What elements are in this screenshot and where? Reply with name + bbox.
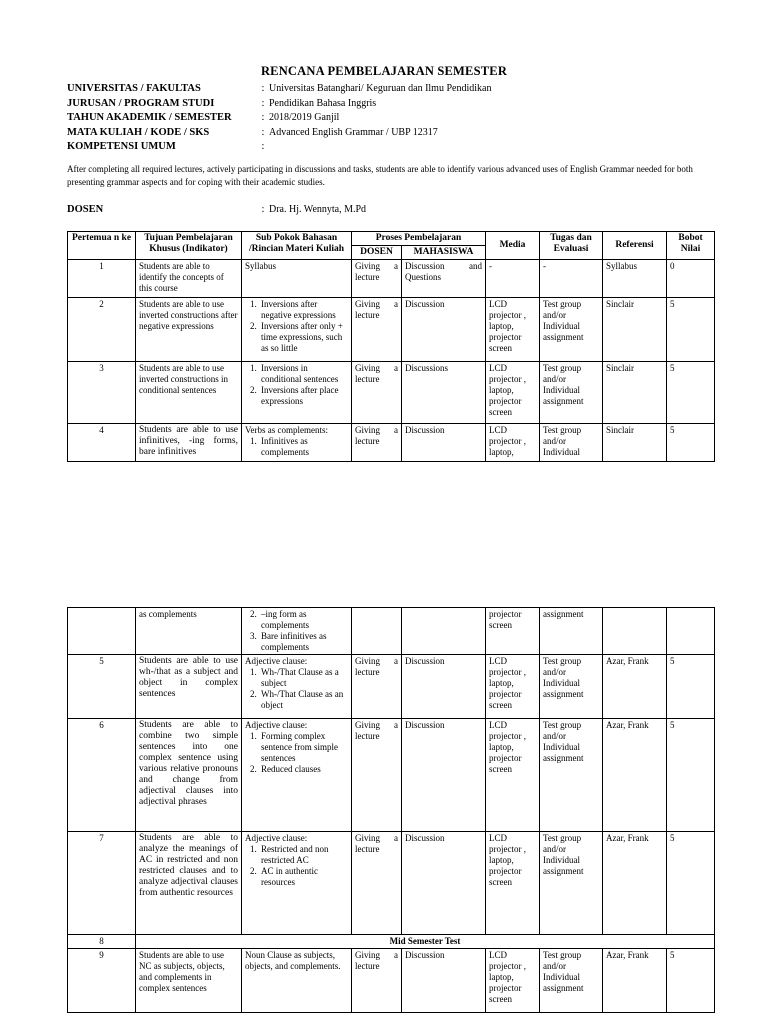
objective-cell: Students are able to combine two simple sentences into one complex sentence using various relative pronouns and change from adjectival clauses into adjectival phrases — [136, 719, 242, 832]
subtopic-intro: Verbs as complements: — [245, 425, 328, 435]
subtopic-cell — [242, 298, 352, 362]
subtopic-item: 2. Inversions after only + time expressions, such as so little — [259, 321, 348, 354]
student-activity: Discussion — [402, 655, 486, 719]
meta-separator: : — [261, 204, 265, 215]
table-row — [68, 655, 715, 719]
meta-key: UNIVERSITAS / FAKULTAS — [67, 83, 201, 94]
lecturer-activity — [352, 608, 402, 655]
objective-cell: Students are able to analyze the meanings of AC in restricted and non restricted clauses and to analyze adjectival clauses from authentic resources — [136, 832, 242, 935]
lecturer-label: DOSEN — [67, 204, 104, 215]
table-row — [68, 260, 715, 298]
weight-cell: 0 — [667, 260, 715, 298]
assessment-cell: - — [540, 260, 603, 298]
objective-cell: as complements — [136, 608, 242, 655]
subtopic-intro: Adjective clause: — [245, 720, 308, 730]
reference-cell: Azar, Frank — [603, 655, 667, 719]
media-cell: projector screen — [486, 608, 540, 655]
meta-separator: : — [261, 83, 265, 94]
media-cell: - — [486, 260, 540, 298]
objective-cell: Students are able to identify the concepts of this course — [136, 260, 242, 298]
lecturer-activity: Giving a lecture — [352, 362, 402, 424]
lecturer-activity: Giving a lecture — [352, 719, 402, 832]
competence-text: After completing all required lectures, actively participating in discussions and tasks, students are able to identify various advanced uses of English Grammar needed for both presenting grammar aspects and for coping with their academic studies. — [67, 164, 693, 187]
course-meta — [67, 82, 491, 155]
student-activity: Discussion — [402, 298, 486, 362]
media-cell: LCD projector , laptop, projector screen — [486, 362, 540, 424]
meeting-number: 2 — [68, 298, 136, 362]
meta-key: JURUSAN / PROGRAM STUDI — [67, 97, 215, 109]
assessment-cell: Test group and/or Individual — [540, 424, 603, 462]
student-activity: Discussion — [402, 949, 486, 1013]
lecturer-activity: Giving a lecture — [352, 832, 402, 935]
col-student: MAHASISWA — [402, 246, 486, 260]
meta-key: KOMPETENSI UMUM — [67, 141, 176, 152]
col-assessment: Tugas dan Evaluasi — [540, 232, 603, 260]
subtopic-cell — [242, 608, 352, 655]
subtopic-cell: Syllabus — [242, 260, 352, 298]
meta-row-academic-year — [67, 111, 491, 126]
assessment-cell: Test group and/or Individual assignment — [540, 719, 603, 832]
media-cell: LCD projector , laptop, projector screen — [486, 949, 540, 1013]
col-meeting: Pertemua n ke — [68, 232, 136, 260]
table-row — [68, 949, 715, 1013]
objective-cell: Students are able to use infinitives, -ing forms, bare infinitives — [136, 424, 242, 462]
meta-value: Pendidikan Bahasa Inggris — [269, 97, 377, 109]
meta-row-university — [67, 82, 491, 97]
objective-cell: Students are able to use NC as subjects, objects, and complements in complex sentences — [136, 949, 242, 1013]
weight-cell: 5 — [667, 832, 715, 935]
subtopic-item: 1. Wh-/That Clause as a subject — [259, 667, 348, 689]
meta-value: Advanced English Grammar / UBP 12317 — [269, 126, 438, 138]
lecturer-name: Dra. Hj. Wennyta, M.Pd — [269, 204, 367, 215]
reference-cell: Sinclair — [603, 298, 667, 362]
reference-cell: Azar, Frank — [603, 719, 667, 832]
meeting-number — [68, 608, 136, 655]
assessment-cell: Test group and/or Individual assignment — [540, 949, 603, 1013]
weight-cell: 5 — [667, 719, 715, 832]
subtopic-item: 1. Infinitives as complements — [259, 436, 348, 458]
weight-cell: 5 — [667, 298, 715, 362]
subtopic-cell — [242, 424, 352, 462]
subtopic-item: 3. Bare infinitives as complements — [259, 631, 348, 653]
col-media: Media — [486, 232, 540, 260]
subtopic-intro: Adjective clause: — [245, 656, 308, 666]
lecturer-row — [67, 204, 366, 215]
student-activity: Discussions — [402, 362, 486, 424]
weight-cell — [667, 608, 715, 655]
assessment-cell: assignment — [540, 608, 603, 655]
meta-value: Universitas Batanghari/ Keguruan dan Ilmu Pendidikan — [269, 83, 492, 94]
assessment-cell: Test group and/or Individual assignment — [540, 298, 603, 362]
col-reference: Referensi — [603, 232, 667, 260]
meta-row-competence — [67, 140, 491, 155]
col-weight: Bobot Nilai — [667, 232, 715, 260]
meta-key: TAHUN AKADEMIK / SEMESTER — [67, 112, 232, 123]
table-row — [68, 362, 715, 424]
subtopic-cell — [242, 832, 352, 935]
rps-table-page-2 — [67, 607, 715, 1013]
subtopic-item: 2. AC in authentic resources — [259, 866, 348, 888]
student-activity: Discussion — [402, 719, 486, 832]
student-activity: Discussion — [402, 832, 486, 935]
header-row — [68, 232, 715, 246]
meeting-number: 8 — [68, 935, 136, 949]
col-subtopic: Sub Pokok Bahasan /Rincian Materi Kuliah — [242, 232, 352, 260]
subtopic-intro: Adjective clause: — [245, 833, 308, 843]
subtopic-item: 1. Inversions in conditional sentences — [259, 363, 348, 385]
reference-cell: Sinclair — [603, 362, 667, 424]
document-title: RENCANA PEMBELAJARAN SEMESTER — [260, 64, 508, 78]
col-lecturer: DOSEN — [352, 246, 402, 260]
meta-separator: : — [261, 141, 265, 152]
student-activity: Discussion and Questions — [402, 260, 486, 298]
meeting-number: 9 — [68, 949, 136, 1013]
meta-separator: : — [261, 97, 265, 109]
lecturer-activity: Giving a lecture — [352, 424, 402, 462]
table-row — [68, 719, 715, 832]
subtopic-cell — [242, 655, 352, 719]
weight-cell: 5 — [667, 655, 715, 719]
media-cell: LCD projector , laptop, projector screen — [486, 832, 540, 935]
student-activity — [402, 608, 486, 655]
student-activity: Discussion — [402, 424, 486, 462]
media-cell: LCD projector , laptop, projector screen — [486, 298, 540, 362]
media-cell: LCD projector , laptop, — [486, 424, 540, 462]
lecturer-activity: Giving a lecture — [352, 949, 402, 1013]
meeting-number: 5 — [68, 655, 136, 719]
media-cell: LCD projector , laptop, projector screen — [486, 719, 540, 832]
assessment-cell: Test group and/or Individual assignment — [540, 655, 603, 719]
assessment-cell: Test group and/or Individual assignment — [540, 362, 603, 424]
objective-cell: Students are able to use inverted constructions after negative expressions — [136, 298, 242, 362]
table-row — [68, 832, 715, 935]
objective-cell: Students are able to use inverted constructions in conditional sentences — [136, 362, 242, 424]
weight-cell: 5 — [667, 424, 715, 462]
col-objective: Tujuan Pembelajaran Khusus (Indikator) — [136, 232, 242, 260]
midterm-row — [68, 935, 715, 949]
meeting-number: 3 — [68, 362, 136, 424]
subtopic-cell — [242, 362, 352, 424]
lecturer-activity: Giving a lecture — [352, 655, 402, 719]
subtopic-item: 1. Forming complex sentence from simple sentences — [259, 731, 348, 764]
subtopic-item: 2. Wh-/That Clause as an object — [259, 689, 348, 711]
lecturer-activity: Giving a lecture — [352, 260, 402, 298]
meta-row-department — [67, 97, 491, 112]
subtopic-item: 1. Inversions after negative expressions — [259, 299, 348, 321]
reference-cell: Azar, Frank — [603, 832, 667, 935]
subtopic-item: 2. Inversions after place expressions — [259, 385, 348, 407]
table-row — [68, 298, 715, 362]
meeting-number: 6 — [68, 719, 136, 832]
meta-key: MATA KULIAH / KODE / SKS — [67, 126, 210, 138]
media-cell: LCD projector , laptop, projector screen — [486, 655, 540, 719]
meeting-number: 4 — [68, 424, 136, 462]
subtopic-cell: Noun Clause as subjects, objects, and complements. — [242, 949, 352, 1013]
meta-row-course — [67, 126, 491, 141]
objective-cell: Students are able to use wh-/that as a subject and object in complex sentences — [136, 655, 242, 719]
reference-cell: Syllabus — [603, 260, 667, 298]
reference-cell: Sinclair — [603, 424, 667, 462]
meeting-number: 1 — [68, 260, 136, 298]
weight-cell: 5 — [667, 949, 715, 1013]
meeting-number: 7 — [68, 832, 136, 935]
subtopic-item: 1. Restricted and non restricted AC — [259, 844, 348, 866]
col-process: Proses Pembelajaran — [352, 232, 486, 246]
assessment-cell: Test group and/or Individual assignment — [540, 832, 603, 935]
meta-value: 2018/2019 Ganjil — [269, 112, 340, 123]
subtopic-cell — [242, 719, 352, 832]
meta-separator: : — [261, 126, 265, 138]
weight-cell: 5 — [667, 362, 715, 424]
reference-cell: Azar, Frank — [603, 949, 667, 1013]
lecturer-activity: Giving a lecture — [352, 298, 402, 362]
table-row — [68, 608, 715, 655]
meta-separator: : — [261, 112, 265, 123]
midterm-label: Mid Semester Test — [136, 935, 715, 949]
subtopic-item: 2. –ing form as complements — [259, 609, 348, 631]
subtopic-item: 2. Reduced clauses — [259, 764, 348, 775]
table-row — [68, 424, 715, 462]
rps-table-page-1 — [67, 231, 715, 462]
reference-cell — [603, 608, 667, 655]
